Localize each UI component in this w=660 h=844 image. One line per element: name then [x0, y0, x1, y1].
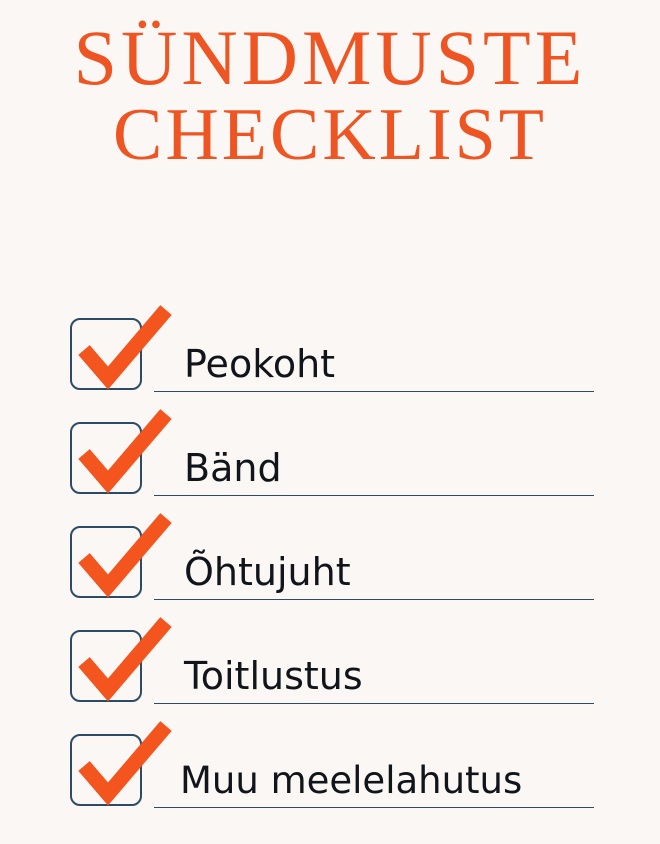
write-line — [154, 703, 594, 704]
write-line — [154, 495, 594, 496]
list-item[interactable] — [70, 412, 594, 516]
item-line-wrap — [154, 516, 594, 608]
item-line-wrap — [154, 308, 594, 400]
item-line-wrap — [154, 724, 594, 816]
checkbox-muu-meelelahutus[interactable] — [70, 734, 142, 806]
write-line — [154, 599, 594, 600]
list-item[interactable] — [70, 724, 594, 828]
title-line-1: SÜNDMUSTE — [73, 14, 587, 101]
list-item[interactable] — [70, 308, 594, 412]
list-item[interactable] — [70, 516, 594, 620]
page-title — [0, 0, 660, 176]
checkbox-peokoht[interactable] — [70, 318, 142, 390]
checkbox-toitlustus[interactable] — [70, 630, 142, 702]
list-item[interactable] — [70, 620, 594, 724]
item-label: Bänd — [184, 446, 282, 490]
item-line-wrap — [154, 412, 594, 504]
item-label: Toitlustus — [184, 654, 363, 698]
checkbox-band[interactable] — [70, 422, 142, 494]
item-line-wrap — [154, 620, 594, 712]
title-line-2: CHECKLIST — [113, 93, 547, 176]
item-label: Õhtujuht — [184, 550, 351, 594]
checkbox-ohtujuht[interactable] — [70, 526, 142, 598]
write-line — [154, 391, 594, 392]
item-label: Peokoht — [184, 342, 336, 386]
checklist — [70, 308, 594, 828]
item-label: Muu meelelahutus — [180, 759, 523, 802]
write-line — [154, 807, 594, 808]
